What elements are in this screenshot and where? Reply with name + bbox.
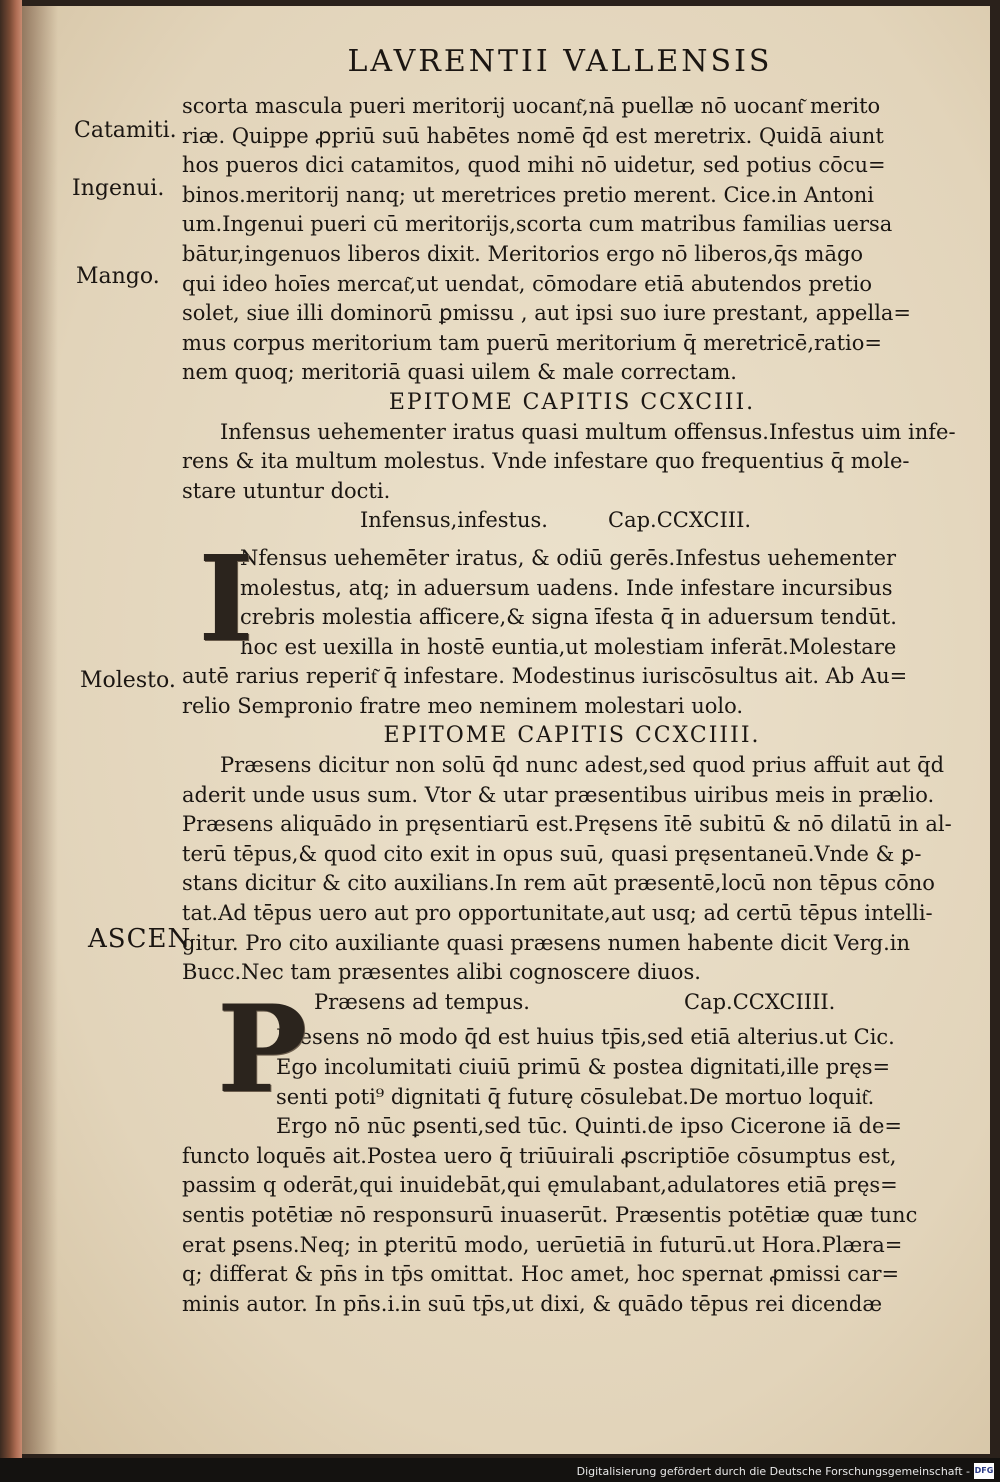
epitome-heading-293: EPITOME CAPITIS CCXCIII. (388, 389, 756, 415)
margin-note-molesto: Molesto. (80, 668, 176, 693)
text-line: Præsens dicitur non solū q̄d nunc adest,sed quod prius affuit aut q̄d (220, 753, 945, 778)
text-line: stans dicitur & cito auxilians.In rem aūt præsentē,locū non tēpus cōno (182, 871, 935, 896)
chapter-title: Præsens ad tempus. (314, 989, 530, 1014)
gutter-shadow (22, 6, 58, 1454)
book-page (22, 6, 990, 1454)
text-line: Ego incolumitati ciuiū primū & postea dignitati,ille pręs= (276, 1055, 891, 1079)
text-line: rens & ita multum molestus. Vnde infestare quo frequentius q̄ mole- (182, 449, 910, 474)
text-line: scorta mascula pueri meritorij uocant͂,nā puellæ nō uocant͂ merito (182, 94, 881, 118)
text-line: Infensus uehementer iratus quasi multum offensus.Infestus uim infe- (220, 419, 956, 444)
text-line: um.Ingenui pueri cū meritorijs,scorta cum matribus familias uersa (182, 212, 893, 237)
epitome-heading-294: EPITOME CAPITIS CCXCIIII. (383, 723, 761, 749)
chapter-heading-293 (182, 506, 962, 536)
decorated-initial-i: I (198, 529, 254, 668)
margin-note-ingenui: Ingenui. (72, 176, 165, 201)
main-text (182, 92, 962, 1319)
chapter-number: Cap.CCXCIIII. (684, 989, 836, 1014)
dfg-logo-icon: DFG (974, 1463, 994, 1479)
text-line: Bucc.Nec tam præsentes alibi cognoscere diuos. (182, 960, 701, 985)
text-line: Præsens aliquādo in pręsentiarū est.Pręsens ītē subitū & nō dilatū in al- (182, 812, 952, 837)
text-line: q; differat & pn̄s in tp̄s omittat. Hoc amet, hoc spernat ꝓmissi car= (182, 1262, 900, 1287)
text-line: hoc est uexilla in hostē euntia,ut molestiam inferāt.Molestare (240, 634, 897, 659)
decorated-initial-p: P (216, 979, 308, 1120)
text-line: tat.Ad tēpus uero aut pro opportunitate,aut usq; ad certū tēpus intelli- (182, 901, 933, 926)
text-line: Nfensus uehemēter iratus, & odiū gerēs.Infestus uehementer (240, 545, 897, 570)
text-line: crebris molestia afficere,& signa īfesta q̄ in aduersum tendūt. (240, 605, 897, 630)
text-line: terū tēpus,& quod cito exit in opus suū, quasi pręsentaneū.Vnde & ꝑ- (182, 841, 922, 866)
text-line: molestus, atq; in aduersum uadens. Inde infestare incursibus (240, 575, 893, 600)
text-line: riæ. Quippe ꝓpriū suū habētes nomē q̄d est meretrix. Quidā aiunt (182, 123, 884, 148)
text-line: Ergo nō nūc ꝑsenti,sed tūc. Quinti.de ipso Cicerone iā de= (276, 1114, 903, 1139)
margin-note-catamiti: Catamiti. (74, 118, 177, 143)
text-line: stare utuntur docti. (182, 478, 391, 503)
text-line: sentis potētiæ nō responsurū inuaserūt. Præsentis potētiæ quæ tunc (182, 1202, 918, 1227)
text-line: Ræsens nō modo q̄d est huius tp̄is,sed etiā alterius.ut Cic. (276, 1025, 895, 1050)
chapter-title: Infensus,infestus. (360, 508, 548, 533)
text-line: minis autor. In pn̄s.i.in suū tp̄s,ut dixi, & quādo tēpus rei dicendæ (182, 1291, 883, 1316)
margin-note-ascen: ASCEN (88, 924, 192, 954)
text-line: functo loquēs ait.Postea uero q̄ triūuirali ꝓscriptiōe cōsumptus est, (182, 1143, 897, 1168)
footer-credit: Digitalisierung gefördert durch die Deutsche Forschungsgemeinschaft - (576, 1465, 970, 1478)
running-head: LAVRENTII VALLENSIS (347, 44, 773, 79)
margin-note-mango: Mango. (76, 264, 160, 289)
text-line: aderit unde usus sum. Vtor & utar præsentibus uiribus meis in prælio. (182, 782, 935, 807)
text-line: solet, siue illi dominorū ꝑmissu , aut ipsi suo iure prestant, appella= (182, 301, 912, 326)
text-line: autē rarius reperit͂ q̄ infestare. Modestinus iuriscōsultus ait. Ab Au= (182, 664, 908, 689)
footer-bar (0, 1458, 1000, 1482)
text-line: binos.meritorij nanq; ut meretrices pretio merent. Cice.in Antoni (182, 182, 875, 207)
text-line: mus corpus meritorium tam puerū meritorium q̄ meretricē,ratio= (182, 330, 882, 355)
text-line: relio Sempronio fratre meo neminem molestari uolo. (182, 693, 744, 718)
book-edge (0, 0, 22, 1460)
text-line: bātur,ingenuos liberos dixit. Meritorios ergo nō liberos,q̄s māgo (182, 241, 864, 266)
text-line: gitur. Pro cito auxiliante quasi præsens numen habente dicit Verg.in (182, 930, 910, 955)
text-line: passim q oderāt,qui inuidebāt,qui ęmulabant,adulatores etiā pręs= (182, 1173, 898, 1198)
text-line: qui ideo hoīes mercat͂,ut uendat, cōmodare etiā abutendos pretio (182, 271, 873, 296)
text-line: nem quoq; meritoriā quasi uilem & male correctam. (182, 360, 737, 385)
text-line: erat ꝑsens.Neq; in ꝑteritū modo, uerūetiā in futurū.ut Hora.Plæra= (182, 1232, 903, 1257)
text-line: hos pueros dici catamitos, quod mihi nō uidetur, sed potius cōcu= (182, 153, 886, 178)
chapter-number: Cap.CCXCIII. (608, 508, 752, 533)
text-line: senti poti⁹ dignitati q̄ futurę cōsulebat.De mortuo loquit͂. (276, 1084, 875, 1109)
